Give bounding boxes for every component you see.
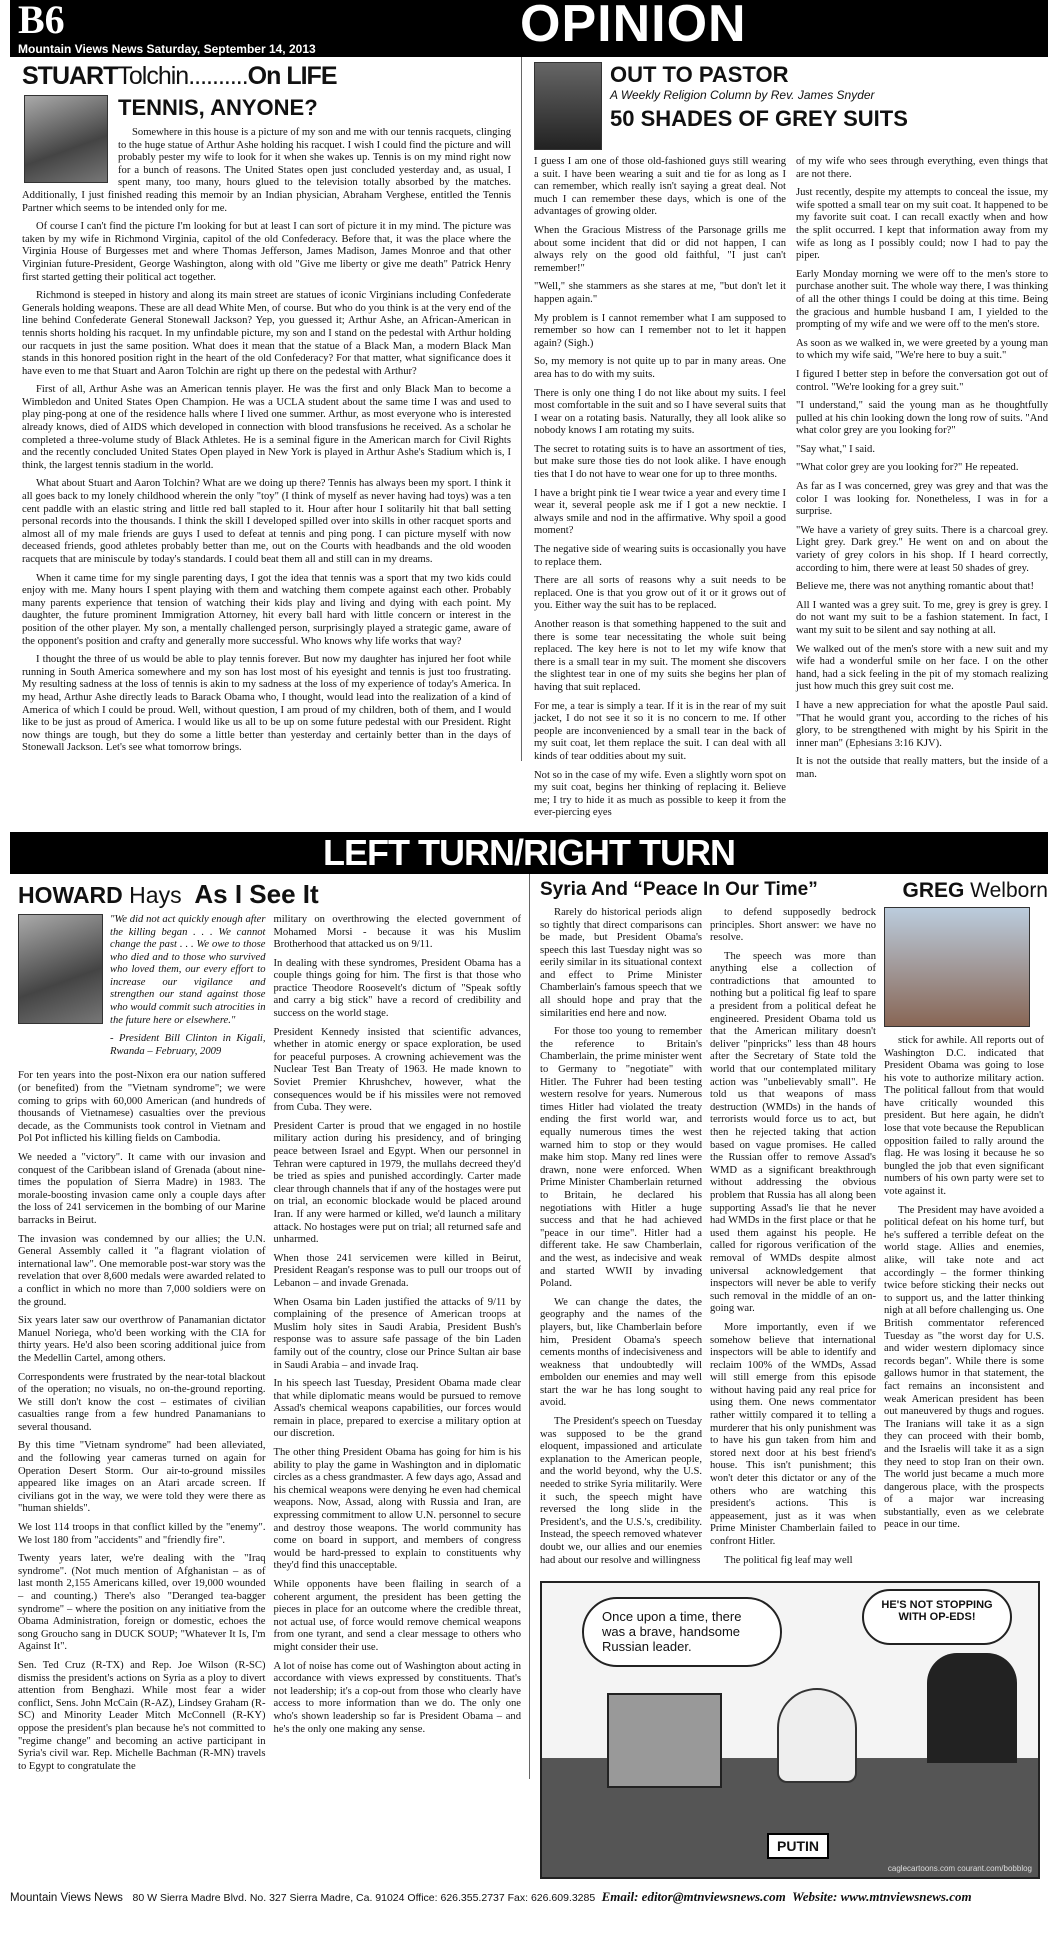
paragraph: The negative side of wearing suits is occasionally you have to replace them. — [534, 544, 786, 568]
quote-attribution: - President Bill Clinton in Kigali, Rwanda – February, 2009 — [110, 1033, 266, 1057]
paragraph: We needed a "victory". It came with our invasion and conquest of the Caribbean island of Grenada (about nine-times the population of Sierra Madre) in 1983. The morale-boosting invasion came only a couple days after the loss of 241 servicemen in the bombing of our Marine barracks in Beirut. — [18, 1152, 266, 1226]
paragraph: When it came time for my single parenting days, I got the idea that tennis was a sport that my two kids could enjoy with me. Many hours I spent playing with them and watching them compete against each other. Probably many parents experience that tension of watching their kids play and living and dying with each point. My daughter, the future prominent Immigration Attorney, hit every ball hard with little concern or interest in the position of the other player. My son, a mentally challenged person, surprisingly played a strategic game, aware of the opponent's position and crafty and generally more successful. Who knows why life works that way? — [22, 572, 511, 647]
byline-first: GREG — [902, 878, 965, 902]
paragraph: While opponents have been flailing in search of a coherent argument, the president has been getting the pieces in place for an outcome where the credible threat, not actual use, of force would remove chemical weapons from one tyrant, and send a clear message to others who might consider their use. — [273, 1579, 521, 1653]
howard-column-1-wrap — [18, 914, 266, 1779]
paragraph: The President's speech on Tuesday was supposed to be the grand eloquent, impassioned and articulate explanation to the American people, and the world beyond, why the U.S. needed to strike Syria militarily. Were it such, the speech might have reversed the long slide in the President's, and the U.S.'s, credibility. Instead, the speech removed whatever doubt we, our allies and our enemies had about our resolve and willingness — [540, 1416, 702, 1566]
greg-byline — [902, 879, 1048, 903]
paragraph: The other thing President Obama has going for him is his ability to play the game in Washington and in diplomatic circles as a chess grandmaster. A few days ago, Assad and his chemical weapons were denying he even had chemical weapons. Now, Assad, along with Russia and Iran, are expressing commitment to allow U.N. personnel to secure and destroy those weapons. The world community has come on board in support, and members of congress would be hard-pressed to explain to constituents why they'd find this unacceptable. — [273, 1447, 521, 1572]
paragraph: There are all sorts of reasons why a suit needs to be replaced. One is that you grow out of it or it grows out of you. Either way the suit has to be replaced. — [534, 575, 786, 612]
paragraph: By this time "Vietnam syndrome" had been alleviated, and the following year cameras turned on again for Operation Desert Storm. Our air-to-ground missiles appeared like images on an Atari arcade screen. If civilians got in the way, we were told they were there as "human shields". — [18, 1440, 266, 1515]
greg-section — [530, 874, 1048, 1879]
paragraph: We lost 114 troops in that conflict killed by the "enemy". We lost 180 from "accidents" and "friendly fire". — [18, 1522, 266, 1546]
footer — [10, 1889, 1048, 1905]
paragraph: The invasion was condemned by our allies; the U.N. General Assembly called it "a flagrant violation of international law". One memorable post-war story was the revelation that over 8,600 medals were awarded related to a conflict in which no more than 7,000 soldiers were on the ground. — [18, 1233, 266, 1308]
paragraph: military on overthrowing the elected government of Mohamed Morsi - because it was his Muslim Brotherhood that attacked us on 9/11. — [273, 913, 521, 951]
greg-column-3 — [884, 1035, 1044, 1532]
bottom-section — [10, 874, 1048, 1879]
column-name: On LIFE — [247, 62, 337, 90]
pastor-column-2 — [796, 156, 1048, 788]
byline-last: Hays — [129, 881, 182, 908]
paragraph: For those too young to remember the reference to Britain's Chamberlain, the prime minister went to Germany to "negotiate" with Hitler. The Fuhrer had been testing western resolve for years. Numerous times Hitler had violated the treaty ending the first world war, and equally numerous times the west warned him to stop or they would make him stop. Many red lines were drawn, none were enforced. When Prime Minister Chamberlain returned to Britain, he declared his negotiations with Hitler a huge success and that he had achieved "peace in our time". Hitler had a different take. He saw Chamberlain, and the west, as indecisive and weak and started WWII by invading Poland. — [540, 1026, 702, 1290]
greg-columns — [540, 907, 1048, 1573]
byline-last: Welborn — [970, 878, 1048, 902]
pastor-columns — [534, 156, 1048, 826]
greg-column-2 — [710, 907, 876, 1573]
paragraph: to defend supposedly bedrock principles. Short answer: we have no resolve. — [710, 906, 876, 944]
paragraph: So, my memory is not quite up to par in many areas. One area has to do with my suits. — [534, 356, 786, 380]
paragraph: All I wanted was a grey suit. To me, grey is grey is grey. I do not want my suit to be a fashion statement. In fact, I want my suit to be silent and say nothing at all. — [796, 599, 1048, 636]
speech-balloon-right: HE'S NOT STOPPING WITH OP-EDS! — [862, 1589, 1012, 1645]
paragraph: Sen. Ted Cruz (R-TX) and Rep. Joe Wilson (R-SC) dismiss the president's actions on Syria as a ploy to divert attention from Benghazi. While most fear a wider conflict, Sens. John McCain (R-AZ), Lindsey Graham (R-SC) and Minority Leader Mitch McConnell (R-KY) oppose the president's plan because he's not committed to "regime change" and becoming an active participant in Syria's civil war. Rep. Michelle Bachman (R-MN) travels to Egypt to congratulate the — [18, 1659, 266, 1772]
page-number: B6 — [18, 0, 65, 42]
greg-column-1 — [540, 907, 702, 1573]
paragraph: President Kennedy insisted that scientific advances, whether in atomic energy or space exploration, be used for peaceful purposes. A crowning achievement was the Nuclear Test Ban Treaty of 1963. He made known to Soviet Premier Khrushchev, however, what the consequences would be if his missiles were not removed from Cuba. They were. — [273, 1026, 521, 1114]
greg-column-3-wrap — [884, 907, 1044, 1538]
cartoon-credit: caglecartoons.com courant.com/bobblog — [887, 1864, 1032, 1874]
computer-monitor — [607, 1693, 722, 1788]
paragraph: President Carter is proud that we engaged in no hostile military action during his presidency, and of bringing peace between Israel and Egypt. When our personnel in Tehran were captured in 1979, the mullahs decreed they'd be tried as spies and punished accordingly. Carter made clear through channels that if any of the hostages were put on trial, an economic blockade would be placed around Iran. If any were harmed or killed, we'd launch a military attack. No hostages were put on trial; all returned safe and unharmed. — [273, 1120, 521, 1246]
paragraph: stick for awhile. All reports out of Washington D.C. indicated that President Obama was going to lose his vote to authorize military action. The political fallout from that would have critically wounded this president. But here again, he didn't lose that vote because the Republican opposition failed to rally around the flag. He was losing it because he so bungled the job that even significant numbers of his own party were set to vote against it. — [884, 1034, 1044, 1198]
quote-text: "We did not act quickly enough after the killing began . . . We cannot change the past . . . We owe to those who died and to those who survived who loved them, our every effort to increase our vigilance and strengthen our stand against those who would commit such atrocities in the future here or elsewhere." — [110, 913, 266, 1026]
stuart-section — [10, 57, 522, 761]
paragraph: When the Gracious Mistress of the Parsonage grills me about some incident that did or did not happen, I can always rely on the good old faithful, "I just can't remember!" — [534, 224, 786, 274]
speech-balloon-left: Once upon a time, there was a brave, handsome Russian leader. — [582, 1597, 782, 1667]
stuart-photo — [24, 95, 108, 183]
stuart-headline: TENNIS, ANYONE? — [118, 95, 318, 120]
paragraph: The political fig leaf may well — [724, 1554, 853, 1566]
pastor-titles — [610, 62, 908, 132]
paragraph: Early Monday morning we were off to the men's store to purchase another suit. The whole way there, I was thinking of all the other things I could be doing at this time. Being the gracious and humble husband I am, I yielded to the prompting of my wife and we were off to the men's store. — [796, 268, 1048, 331]
paragraph: Just recently, despite my attempts to conceal the issue, my wife spotted a small tear on my suit coat. It happened to be my favorite suit coat. I can recall exactly when and how the split occurred. I kept that information away from my wife as long as I possibly could; now I had to pay the piper. — [796, 187, 1048, 262]
footer-address: 80 W Sierra Madre Blvd. No. 327 Sierra Madre, Ca. 91024 Office: 626.355.2737 Fax: 626.609.3285 — [132, 1892, 596, 1905]
paper-date: Mountain Views News Saturday, September 14, 2013 — [18, 42, 316, 56]
greg-photo — [884, 907, 1030, 1027]
paragraph: When Osama bin Laden justified the attacks of 9/11 by complaining of the presence of American troops at Muslim holy sites in Saudi Arabia, President Bush's response was to assure safe passage of the bin Laden family out of the country, close our Prince Sultan air base in Saudi Arabia – and invade Iraq. — [273, 1296, 521, 1371]
top-section — [10, 57, 1048, 826]
paragraph: I thought the three of us would be able to play tennis forever. But now my daughter has injured her foot while running in South America somewhere and my son has lost most of his eyesight and tennis is just too frustrating. My resulting sadness at the loss of tennis is akin to my sadness at the loss of my experience of today's America. In my head, Arthur Ashe directly leads to Barack Obama who, I thought, would lead into the realization of a kind of America of which I could be proud. Well, without question, I am proud of my children, both of them, and I would like to be just as proud of America. I would like us all to be up on some future pedestal with our President. Right now things are tough, but they do some a little better than yesterday and certainly better than in the days of Stonewall Jackson. Let's see what tomorrow brings. — [22, 654, 511, 754]
paragraph: First of all, Arthur Ashe was an American tennis player. He was the first and only Black Man to become a Wimbledon and United States Open Champion. He was a UCLA student about the same time I was and used to play ping-pong at one of the residence halls where I lived one summer. Arthur, as most everyone who is interested already knows, died of AIDS which developed in connection with blood transfusions he received. As a scholar he completed a three-volume study of Black Athletes. He is a seminal figure in the American march for Civil Rights and the recently concluded United States Open played in New York is played in Arthur Ashe's Stadium which is, I think, the largest tennis stadium in the world. — [22, 384, 511, 471]
paragraph: "I understand," said the young man as he thoughtfully pulled at his chin looking down the long row of suits. "And what color grey are you looking for?" — [796, 400, 1048, 437]
howard-section — [10, 874, 530, 1779]
paragraph: Six years later saw our overthrow of Panamanian dictator Manuel Noriega, who'd been working with the CIA for thirty years. He'd also been scoring additional juice from the Medellin Cartel, among others. — [18, 1315, 266, 1364]
paragraph: Believe me, there was not anything romantic about that! — [796, 581, 1034, 593]
paragraph: Rarely do historical periods align so tightly that direct comparisons can be made, but President Obama's speech this last Tuesday night was so eerily similar in its situational context and effect to Prime Minister Chamberlain's famous speech that we all should hope and pray that the similarities end here and now. — [540, 906, 702, 1019]
paragraph: My problem is I cannot remember what I am supposed to remember so how can I remember not to let it happen again? (Sigh.) — [534, 312, 786, 349]
paragraph: We can change the dates, the geography and the names of the players, but, like Chamberlain before him, President Obama's speech cements months of indecisiveness and weakness that undoubtedly will embolden our enemies and may well start the war he has long sought to avoid. — [540, 1296, 702, 1409]
paragraph: of my wife who sees through everything, even things that are not there. — [796, 156, 1048, 180]
paragraph: What about Stuart and Aaron Tolchin? What are we doing up there? Tennis has always been my sport. I think it all goes back to my lonely childhood wherein the only "toy" (I think of myself as never having had toys) was a ten cent paddle with an elastic string and little red ball stapled to it. Hour after hour I solitarily hit that ball setting personal records into the thousands. I think the skill I developed spilled over into skills in other racquet sports and almost all of my male friends are guys I used to defeat at tennis and ping pong. I can picture myself with now deceased friends, good athletes probably better than me, out on the Courts with headbands and the old wooden racquets that are miniscule by today's standards. I could beat them all and still can in my dreams. — [22, 478, 511, 565]
paragraph: Correspondents were frustrated by the near-total blackout of the operation; no visuals, no on-the-ground reporting. We still don't know the cost – estimates of civilian casualties range from a few hundred Panamanians to several thousand. — [18, 1371, 266, 1433]
pastor-photo — [534, 62, 602, 150]
paragraph: Richmond is steeped in history and along its main street are statues of iconic Virginians including Confederate Generals holding weapons. These are all dead White Men, of course. But who do you think is at the very end of the line behind Confederate General Stonewall Jackson? Yep, you guessed it; Arthur Ashe, an African-American in tennis shorts holding his racquet. In my unfindable picture, my son and I stand on the pedestal with Arthur holding our racquets in just the same position. What does it mean that the statue of a Black Man, a modern Black Man stands in this honored position right in the heart of the old Confederacy? For that matter, what significance does it have even to me that Stuart and Aaron Tolchin are right up there on the pedestal with Arthur? — [22, 290, 511, 377]
howard-column-2 — [274, 914, 522, 1742]
paragraph: I figured I better step in before the conversation got out of control. "We're looking for a grey suit." — [796, 368, 1048, 393]
paragraph: Another reason is that something happened to the suit and there is some tear necessitating the whole suit being replaced. The key here is not to let my wife know that there is a small tear in my suit. The moment she discovers the slightest tear in one of my suits she begins her plan of having that suit replaced. — [534, 619, 786, 693]
column-name: As I See It — [194, 878, 319, 909]
paragraph: As soon as we walked in, we were greeted by a young man to which my wife said, "We're here to buy a suit." — [796, 337, 1048, 362]
pastor-subtitle: A Weekly Religion Column by Rev. James Snyder — [610, 88, 875, 102]
greg-headline: Syria And “Peace In Our Time” — [540, 878, 818, 900]
paragraph: A lot of noise has come out of Washington about acting in accordance with views expressed by constituents. That's not leadership; it's a cop-out from those who clearly have access to more information than we do. The only one who's shown leadership so far is President Obama – and he's the only one making any sense. — [273, 1660, 521, 1735]
masthead — [10, 0, 1048, 57]
howard-column-1 — [18, 1070, 266, 1773]
paragraph: It is not the outside that really matters, but the inside of a man. — [796, 756, 1048, 780]
paragraph: I have a bright pink tie I wear twice a year and every time I wear it, several people ask me if I got a new necktie. I always smile and nod in the affirmative. Why spoil a good moment? — [534, 487, 786, 537]
pastor-column-1 — [534, 156, 786, 826]
paragraph: Of course I can't find the picture I'm looking for but at least I can sort of picture it in my mind. The picture was taken by my wife in Richmond Virginia, capitol of the old Confederacy. Before that, it was the place where the Virginia House of Burgesses met and where Thomas Jefferson, James Madison, James Monroe and that other Virginian future-President, George Washington, along with old "Give me liberty or give me death" Patrick Henry first started getting their political act together. — [22, 221, 511, 283]
howard-byline — [18, 879, 521, 910]
paragraph: The secret to rotating suits is to have an assortment of ties, but make sure those ties do not look alike. I have enough ties that I do not have to wear one for up to three months. — [534, 443, 786, 481]
stuart-byline — [22, 62, 511, 91]
paragraph: There is only one thing I do not like about my suits. I feel most comfortable in the suit and so I have several suits that I wear on a rotating basis. Naturally, they all look alike so nobody knows I am rotating my suits. — [534, 387, 786, 437]
paragraph: The speech was more than anything else a collection of contradictions that amounted to nothing but a political fig leaf to spare a president from a political defeat he engineered. President Obama told us that the American military doesn't deliver "pinpricks" less than 48 hours after the Secretary of State told the world that our contemplated military action was "unbelievably small". He told us that weapons of mass destruction (WMDs) in the hands of terrorists would force us to act, but then he rejected taking that action based on vague promises. He called the Russian offer to remove Assad's WMD as a significant breakthrough without addressing the obvious problem that Russia has all along been supporting Assad's lie that he never had WMDs in the first place or that he used them against his people. He called for rigorous verification of the removal of WMDs despite almost universal acknowledgement that inspectors will never be able to verify such removal in the middle of an on-going war. — [710, 950, 876, 1315]
paragraph: More importantly, even if we somehow believe that international inspectors will be able to identify and reclaim 100% of the WMDs, Assad will still emerge from this episode without having paid any real price for using them. One news commentator rather wittily compared it to telling a murderer that his only punishment was to have his gun taken from him and stored next door at his best friend's house. This isn't punishment; this won't deter this dictator or any of the others who are watching this president's actions. This is appeasement, just as it was when Prime Minister Chamberlain failed to confront Hitler. — [710, 1321, 876, 1547]
paragraph: In his speech last Tuesday, President Obama made clear that while diplomatic means would be pursued to remove Assad's chemical weapons capabilities, our forces would remain in place, prepared to exercise a military option at our discretion. — [273, 1378, 521, 1440]
howard-quote-row — [18, 914, 266, 1065]
footer-paper: Mountain Views News — [10, 1892, 123, 1905]
putin-nameplate: PUTIN — [767, 1833, 829, 1859]
pastor-title: OUT TO PASTOR — [610, 62, 789, 87]
paragraph: For ten years into the post-Nixon era our nation suffered (or benefited) from the "Vietnam syndrome"; we were coming to grips with 60,000 American (and hundreds of thousands of Vietnamese) casualties over the previous decade, as the Communists took control in Vietnam and Pol Pot inflicted his killing fields on Cambodia. — [18, 1070, 266, 1145]
pastor-headline: 50 SHADES OF GREY SUITS — [610, 106, 908, 131]
greg-header — [540, 879, 1048, 903]
byline-last: Tolchin.......... — [117, 62, 248, 90]
paragraph: "What color grey are you looking for?" He repeated. — [796, 462, 1019, 474]
paragraph: In dealing with these syndromes, President Obama has a couple things going for him. The first is that those who practice Theodore Roosevelt's dictum of "Speak softly and carry a big stick" have a record of credibility and success on the world stage. — [273, 957, 521, 1020]
byline-first: STUART — [22, 62, 118, 90]
paragraph: When those 241 servicemen were killed in Beirut, President Reagan's response was to pull our troops out of Lebanon – and invade Grenada. — [273, 1252, 521, 1289]
paragraph: I have a new appreciation for what the apostle Paul said. "That he would grant you, according to the riches of his glory, to be strengthened with might by his Spirit in the inner man" (Ephesians 3:16 KJV). — [796, 699, 1048, 749]
pastor-header — [534, 62, 1048, 150]
paragraph: Not so in the case of my wife. Even a slightly worn spot on my suit coat, begins her thinking of replacing it. Believe me; I try to hide it as much as possible to keep it from the ever-piercing eyes — [534, 769, 786, 819]
paragraph: "We have a variety of grey suits. There is a charcoal grey. Light grey. Dark grey." He went on and on about the variety of grey colors in his shop. If I heard correctly, according to him, there were at least 50 shades of grey. — [796, 524, 1048, 574]
aide-figures — [927, 1653, 1017, 1763]
footer-email[interactable]: Email: editor@mtnviewsnews.com — [601, 1889, 786, 1905]
putin-figure — [777, 1688, 857, 1783]
paragraph: "Say what," I said. — [796, 443, 875, 455]
paragraph: We walked out of the men's store with a new suit and my wife had a wonderful smile on her face. I on the other hand, had a sick feeling in the pit of my stomach realizing just how much this grey suit cost me. — [796, 643, 1048, 693]
paragraph: Twenty years later, we're dealing with the "Iraq syndrome". (Not much mention of Afghanistan – as of last month 2,155 Americans killed, over 19,000 wounded – and counting.) There's also "Deranged tea-bagger syndrome" – where the position on any initiative from the Obama Administration, foreign or domestic, echoes the song Groucho sang in DUCK SOUP; "Whatever It Is, I'm Against It". — [18, 1553, 266, 1653]
paragraph: For me, a tear is simply a tear. If it is in the rear of my suit jacket, I do not see it so it is no concern to me. If other people are inconvenienced by a small tear in the back of my suit coat, let them replace the suit. I can deal with all kinds of tear oddities about my suit. — [534, 700, 786, 762]
paragraph: As far as I was concerned, grey was grey and that was the color I was looking for. Nonetheless, I was in for a surprise. — [796, 481, 1048, 518]
howard-quote — [110, 914, 266, 1065]
stuart-article — [22, 127, 511, 755]
footer-website[interactable]: Website: www.mtnviewsnews.com — [792, 1889, 972, 1905]
editorial-cartoon — [540, 1581, 1040, 1879]
paragraph: I guess I am one of those old-fashioned guys still wearing a suit. I have been wearing a suit and tie for as long as I can remember, which really isn't saying a great deal. Not much I can remember these days, which is one of the advantages of growing older. — [534, 156, 786, 218]
paragraph: The President may have avoided a political defeat on his home turf, but he's suffered a terrible defeat on the world stage. Allies and enemies, alike, will take note and act accordingly – the former thinking twice before sticking their necks out to support us, and the latter thinking nigh at all before challenging us. One British commentator referenced Tuesday as "the worst day for U.S. and wider western diplomacy since records began". While there is some gallows humor in that statement, the fact remains an inconsistent and weak American president has been out maneuvered by thugs and rogues. The Iranians will take it as a sign they can proceed with their bomb, and the Israelis will take it as a sign they need to stop Iran on their own. The world just became a much more dangerous place, with the prospects of a major war increasing substantially, even as we celebrate peace in our time. — [884, 1204, 1044, 1531]
byline-first: HOWARD — [18, 881, 123, 908]
pastor-section — [522, 57, 1048, 826]
section-title: OPINION — [520, 0, 747, 53]
section-bar: LEFT TURN/RIGHT TURN — [10, 832, 1048, 874]
howard-photo — [18, 914, 103, 1024]
howard-columns — [18, 914, 521, 1779]
paragraph: Somewhere in this house is a picture of my son and me with our tennis racquets, clinging to the huge statue of Arthur Ashe holding his racquet. I wish I could find the picture and will probably pester my wife to look for it when she wakes up. Tennis is on my mind right now for a bunch of reasons. The United States open just concluded yesterday and, as usual, I spent many, too many, hours glued to the television totally absorbed by the matches. Additionally, I just finished reading this memoir by an Indian physician, Abraham Verghese, entitled the Tennis Partner which seems to be intended only for me. — [22, 127, 511, 214]
paragraph: "Well," she stammers as she stares at me, "but don't let it happen again." — [534, 281, 786, 305]
